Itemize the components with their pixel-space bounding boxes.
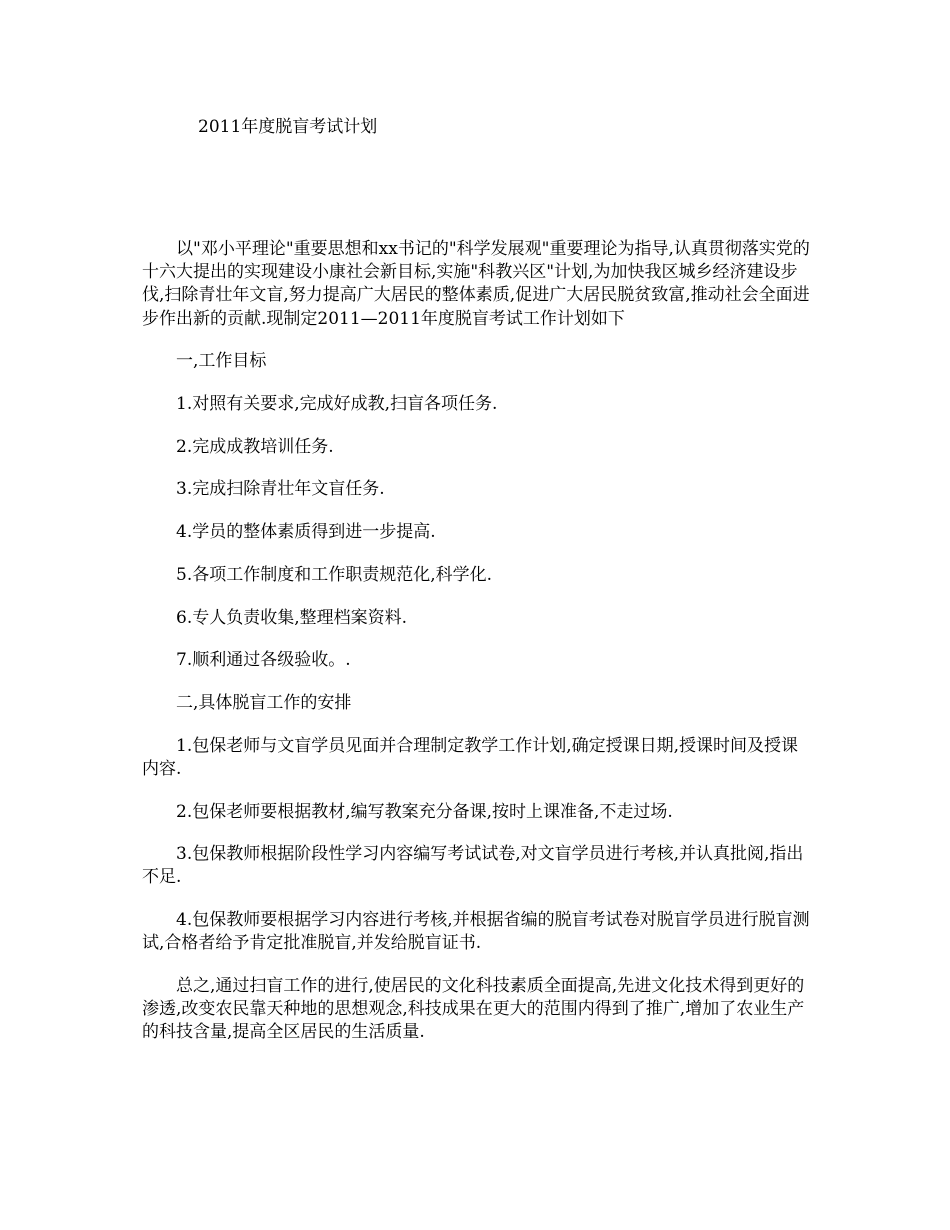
goal-item: 7.顺利通过各级验收。. — [176, 650, 351, 671]
conclusion-paragraph: 总之,通过扫盲工作的进行,使居民的文化科技素质全面提高,先进文化技术得到更好的渗透,改变农民靠天种地的思想观念,科技成果在更大的范围内得到了推广,增加了农业生产的科技含量,提高全区居民的生活质量. — [142, 976, 805, 1043]
section-heading-arrangements: 二,具体脱盲工作的安排 — [176, 692, 352, 713]
goal-item: 4.学员的整体素质得到进一步提高. — [176, 522, 436, 543]
goal-item: 2.完成成教培训任务. — [176, 436, 334, 457]
goal-item: 5.各项工作制度和工作职责规范化,科学化. — [176, 564, 493, 585]
arrangement-item: 3.包保教师根据阶段性学习内容编写考试试卷,对文盲学员进行考核,并认真批阅,指出不足. — [142, 844, 804, 888]
goal-item: 6.专人负责收集,整理档案资料. — [176, 607, 408, 628]
goal-item: 3.完成扫除青壮年文盲任务. — [176, 479, 385, 500]
goal-item: 1.对照有关要求,完成好成教,扫盲各项任务. — [176, 394, 498, 415]
arrangement-item: 4.包保教师要根据学习内容进行考核,并根据省编的脱盲考试卷对脱盲学员进行脱盲测试,合格者给予肯定批准脱盲,并发给脱盲证书. — [142, 910, 810, 954]
section-heading-goals: 一,工作目标 — [176, 351, 267, 372]
document-title: 2011年度脱盲考试计划 — [198, 117, 378, 137]
arrangement-item: 1.包保老师与文盲学员见面并合理制定教学工作计划,确定授课日期,授课时间及授课内容. — [142, 735, 799, 779]
document-body — [142, 238, 814, 1045]
intro-paragraph: 以"邓小平理论"重要思想和xx书记的"科学发展观"重要理论为指导,认真贯彻落实党的十六大提出的实现建设小康社会新目标,实施"科教兴区"计划,为加快我区城乡经济建设步伐,扫除青壮年文盲,努力提高广大居民的整体素质,促进广大居民脱贫致富,推动社会全面进步作出新的贡献.现制定2011—2011年度脱盲考试工作计划如下 — [142, 239, 810, 329]
arrangement-item: 2.包保老师要根据教材,编写教案充分备课,按时上课准备,不走过场. — [176, 801, 673, 822]
